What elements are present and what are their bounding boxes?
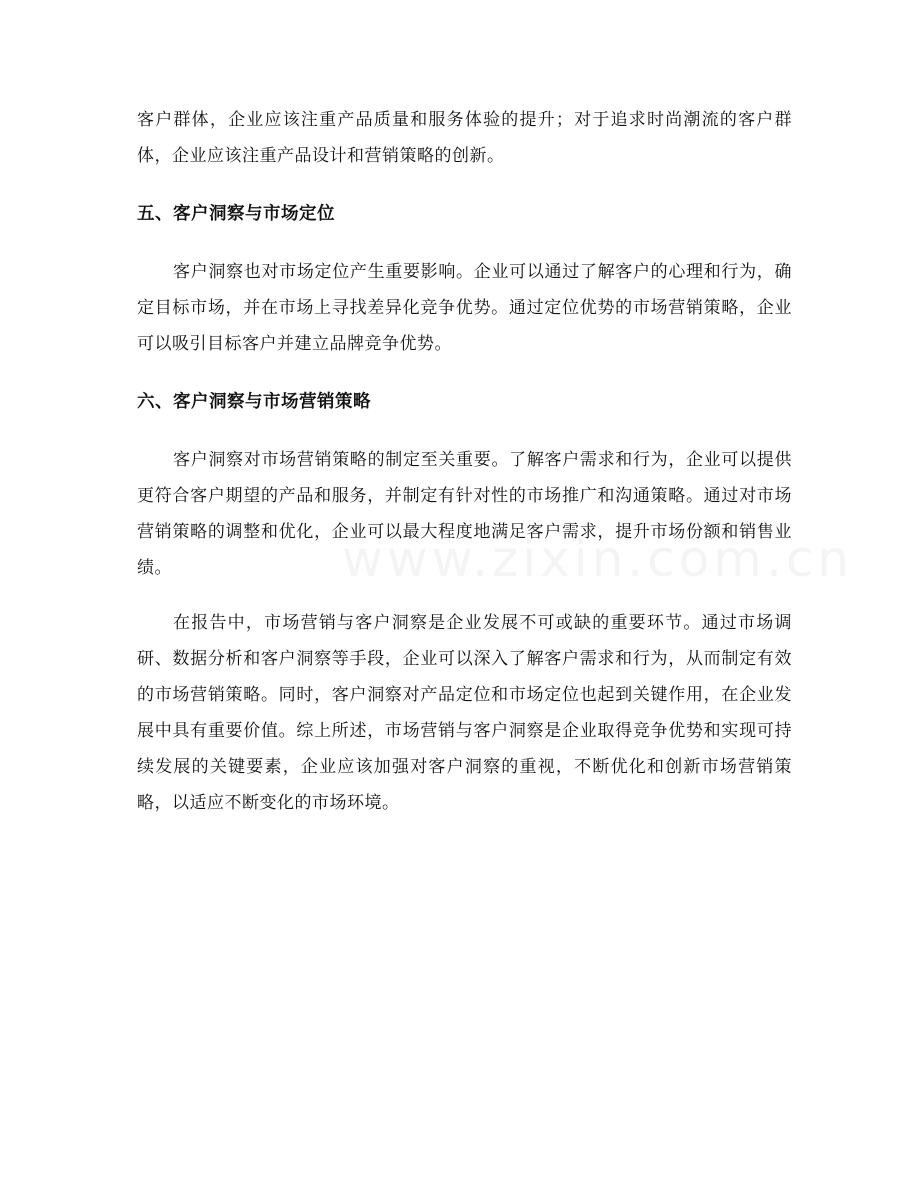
section-heading-5: 五、客户洞察与市场定位 [137, 204, 335, 224]
paragraph-market-positioning: 客户洞察也对市场定位产生重要影响。企业可以通过了解客户的心理和行为，确定目标市场，并在市场上寻找差异化竞争优势。通过定位优势的市场营销策略，企业可以吸引目标客户并建立品牌竞争优势。 [137, 262, 792, 354]
paragraph-marketing-strategy: 客户洞察对市场营销策略的制定至关重要。了解客户需求和行为，企业可以提供更符合客户期望的产品和服务，并制定有针对性的市场推广和沟通策略。通过对市场营销策略的调整和优化，企业可以最大程度地满足客户需求，提升市场份额和销售业绩。 [137, 450, 792, 578]
paragraph-conclusion: 在报告中，市场营销与客户洞察是企业发展不可或缺的重要环节。通过市场调研、数据分析和客户洞察等手段，企业可以深入了解客户需求和行为，从而制定有效的市场营销策略。同时，客户洞察对产品定位和市场定位也起到关键作用，在企业发展中具有重要价值。综上所述，市场营销与客户洞察是企业取得竞争优势和实现可持续发展的关键要素，企业应该加强对客户洞察的重视，不断优化和创新市场营销策略，以适应不断变化的市场环境。 [137, 613, 792, 813]
section-heading-6: 六、客户洞察与市场营销策略 [137, 392, 371, 412]
document-body [137, 102, 792, 821]
paragraph-continued: 客户群体，企业应该注重产品质量和服务体验的提升；对于追求时尚潮流的客户群体，企业应该注重产品设计和营销策略的创新。 [137, 110, 792, 166]
